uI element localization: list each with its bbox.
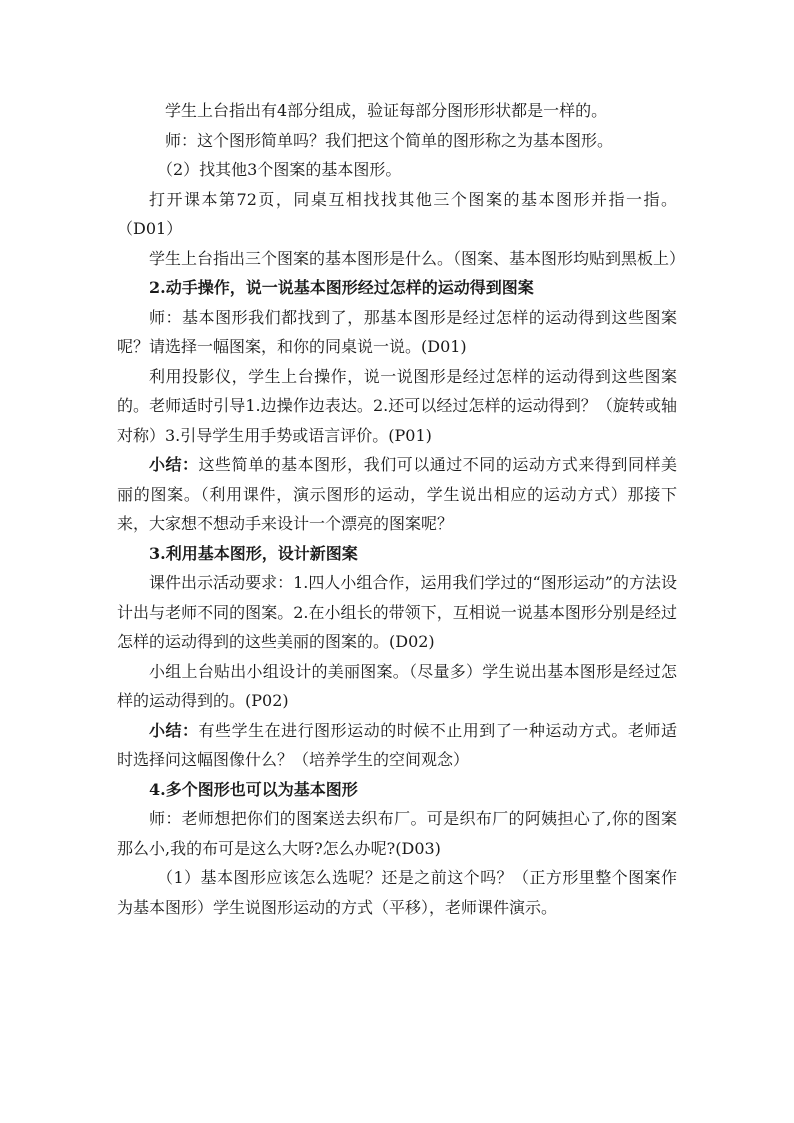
- paragraph-activity-requirements: 课件出示活动要求：1.四人小组合作，运用我们学过的“图形运动”的方法设计出与老师不同的图案。2.在小组长的带领下，互相说一说基本图形分别是经过怎样的运动得到的这些美丽的图案的。(D02): [117, 573, 677, 651]
- paragraph-open-textbook: 打开课本第72页，同桌互相找找其他三个图案的基本图形并指一指。（D01）: [117, 189, 677, 238]
- paragraph-student-points-shapes: 学生上台指出三个图案的基本图形是什么。（图案、基本图形均贴到黑板上）: [149, 248, 686, 268]
- paragraph-projector-operation: 利用投影仪，学生上台操作，说一说图形是经过怎样的运动得到这些图案的。老师适时引导1.边操作边表达。2.还可以经过怎样的运动得到？（旋转或轴对称）3.引导学生用手势或语言评价。(P01): [117, 366, 677, 445]
- summary-text: 这些简单的基本图形，我们可以通过不同的运动方式来得到同样美丽的图案。（利用课件，演示图形的运动，学生说出相应的运动方式）那接下来，大家想不想动手来设计一个漂亮的图案呢？: [117, 455, 677, 533]
- section-heading-3: 3.利用基本图形，设计新图案: [149, 543, 358, 563]
- paragraph-summary-2: [117, 716, 677, 775]
- document-body: [117, 96, 686, 922]
- section-heading-2: 2.动手操作，说一说基本图形经过怎样的运动得到图案: [149, 278, 534, 297]
- paragraph-find-other-shapes: （2）找其他3个图案的基本图形。: [157, 160, 402, 179]
- paragraph-summary-1: [117, 450, 677, 539]
- paragraph-student-shows-parts: 学生上台指出有4部分组成，验证每部分图形形状都是一样的。: [165, 101, 608, 120]
- section-heading-4: 4.多个图形也可以为基本图形: [149, 779, 358, 799]
- paragraph-teacher-weaving-factory: 师：老师想把你们的图案送去织布厂。可是织布厂的阿姨担心了,你的图案那么小,我的布可是这么大呀?怎么办呢?(D03): [117, 809, 677, 858]
- paragraph-choose-basic-shape: （1）基本图形应该怎么选呢？还是之前这个吗？（正方形里整个图案作为基本图形）学生说图形运动的方式（平移），老师课件演示。: [117, 868, 677, 917]
- paragraph-teacher-basic-shape: 师：这个图形简单吗？我们把这个简单的图形称之为基本图形。: [165, 130, 614, 150]
- paragraph-teacher-question-motion: 师：基本图形我们都找到了，那基本图形是经过怎样的运动得到这些图案呢？请选择一幅图案，和你的同桌说一说。(D01): [117, 307, 677, 356]
- paragraph-group-designs: 小组上台贴出小组设计的美丽图案。（尽量多）学生说出基本图形是经过怎样的运动得到的。(P02): [117, 661, 677, 710]
- summary-text: 有些学生在进行图形运动的时候不止用到了一种运动方式。老师适时选择问这幅图像什么？（培养学生的空间观念）: [117, 720, 677, 769]
- summary-label: 小结：: [149, 720, 199, 740]
- summary-label: 小结：: [149, 455, 199, 474]
